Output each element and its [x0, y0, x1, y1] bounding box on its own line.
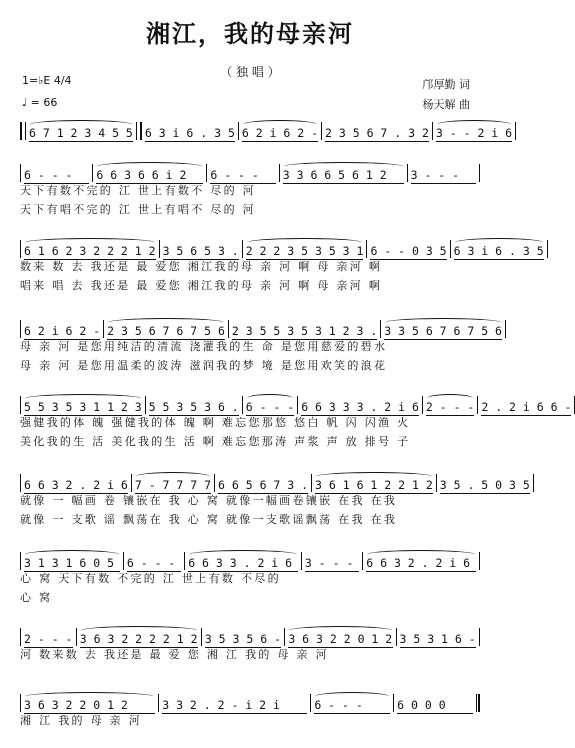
beam-underline: [218, 493, 308, 494]
lyric-line: 河 数来数 去 我还是 最 爱 您 湘 江 我的 母 亲 河: [20, 648, 329, 661]
slur-mark: [25, 550, 119, 559]
barline: [479, 164, 480, 182]
measure: 2 3 5 6 7 . 3 2: [325, 126, 429, 140]
beam-underline: [205, 647, 282, 648]
beam-underline: [145, 141, 235, 142]
beam-underline: [384, 339, 502, 340]
barline: [515, 122, 516, 140]
measure: 6 6 3 3 . 2 i 6: [185, 556, 301, 570]
lyric-line: 湘 江 我的 母 亲 河: [20, 714, 143, 727]
beam-underline: [242, 141, 318, 142]
beam-underline: [29, 141, 133, 142]
barline: [479, 628, 480, 646]
beam-underline: [162, 713, 307, 714]
lyric-line: 美化我的生 活 美化我的生 活 啊 难忘您那涛 声浆 声 放 排号 子: [20, 435, 411, 448]
slur-mark: [455, 238, 543, 247]
measure: 5 5 3 5 3 6 .: [148, 400, 239, 414]
song-title: 湘江，我的母亲河: [146, 20, 354, 48]
barline: [505, 320, 506, 338]
notation-line: [20, 160, 480, 182]
beam-underline: [481, 415, 571, 416]
lyric-line: 天下有唱不完的 江 世上有唱不 尽的 河: [20, 203, 256, 216]
score-line: [20, 316, 502, 376]
slur-mark: [136, 472, 210, 481]
score-line: [20, 548, 480, 608]
lyric-line: 心 窝: [20, 591, 53, 604]
slur-mark: [315, 692, 389, 701]
beam-underline: [246, 259, 364, 260]
beam-underline: [397, 713, 473, 714]
lyric-line: 心 窝 天下有数 不完的 江 世上有数 不尽的: [20, 572, 281, 585]
measure: 3 3 2 . 2 - i 2 i: [159, 698, 310, 712]
slur-mark: [247, 238, 363, 247]
score-line: [20, 624, 480, 665]
slur-mark: [385, 318, 501, 327]
measure: 2 - - -: [423, 400, 477, 414]
barline: [479, 552, 480, 570]
measure: 6 - - -: [207, 168, 278, 182]
measure: 6 6 3 6 6 i 2: [93, 168, 206, 182]
lyric-line: 母 亲 河 是您用温柔的波涛 滋润我的梦 境 是您用欢笑的浪花: [20, 359, 388, 372]
slur-mark: [97, 162, 202, 171]
slur-mark: [25, 394, 141, 403]
measure: 6 7 1 2 3 4 5 5: [26, 126, 136, 140]
notation-line: [20, 236, 544, 258]
measure: 6 0 0 0: [394, 698, 476, 712]
slur-mark: [108, 318, 224, 327]
measure: 3 3 6 6 5 6 1 2: [280, 168, 407, 182]
performance-type: （ 独 唱 ）: [220, 65, 280, 79]
measure: 2 3 5 5 3 5 3 1 2 3 .: [231, 324, 378, 338]
measure: 7 - 7 7 7 7: [132, 478, 214, 492]
measure: 2 - - -: [24, 632, 73, 646]
measure: 6 6 3 2 . 2 i 6: [24, 478, 128, 492]
beam-underline: [440, 493, 530, 494]
measure: 6 - - -: [243, 400, 297, 414]
measure: 6 3 i 6 . 3 5: [451, 244, 547, 258]
measure: 6 6 5 6 7 3 .: [218, 478, 309, 492]
measure: 6 6 3 3 3 . 2 i 6: [301, 400, 419, 414]
beam-underline: [411, 183, 476, 184]
beam-underline: [24, 415, 142, 416]
beam-underline: [135, 493, 211, 494]
beam-underline: [246, 415, 294, 416]
beam-underline: [24, 713, 155, 714]
key-signature: 1=♭E 4/4: [22, 74, 72, 87]
notation-line: [20, 548, 480, 570]
beam-underline: [24, 259, 156, 260]
measure: 3 - - -: [302, 556, 362, 570]
barline: [547, 240, 548, 258]
barline: [476, 694, 480, 712]
score-line: [20, 236, 544, 296]
notation-line: [20, 118, 513, 140]
notation-line: [20, 470, 530, 492]
slur-mark: [284, 162, 403, 171]
slur-mark: [367, 550, 475, 559]
slur-mark: [243, 120, 317, 129]
beam-underline: [366, 571, 476, 572]
measure: 2 3 5 6 7 6 7 5 6: [104, 324, 228, 338]
lyric-line: 强健我的体 魄 强健我的体 魄 啊 难忘您那悠 悠白 帆 闪 闪渔 火: [20, 416, 411, 429]
measure: 6 - - 0 3 5: [370, 244, 447, 258]
slur-mark: [30, 120, 132, 129]
beam-underline: [24, 183, 89, 184]
notation-line: [20, 690, 480, 712]
beam-underline: [24, 493, 128, 494]
beam-underline: [400, 647, 477, 648]
lyric-line: 就像 一 支歌 谣 飘荡在 我 心 窝 就像一支歌谣飘荡 在我 在我: [20, 513, 398, 526]
measure: 3 5 . 5 0 3 5: [439, 478, 530, 492]
slur-mark: [25, 692, 154, 701]
measure: 6 6 3 2 . 2 i 6: [363, 556, 479, 570]
beam-underline: [370, 259, 446, 260]
score-line: [20, 160, 480, 220]
measure: 6 3 i 6 . 3 5: [144, 126, 235, 140]
notation-line: [20, 316, 502, 338]
measure: 3 5 6 5 3 .: [162, 244, 239, 258]
measure: 3 6 3 2 2 2 2 1 2: [77, 632, 201, 646]
beam-underline: [24, 339, 100, 340]
measure: 5 5 3 5 3 1 1 2 3: [21, 400, 145, 414]
beam-underline: [107, 339, 225, 340]
beam-underline: [283, 183, 404, 184]
lyric-line: 数来 数 去 我还是 最 爱您 湘江我的母 亲 河 啊 母 亲河 啊: [20, 260, 383, 273]
notation-line: [20, 392, 572, 414]
beam-underline: [127, 571, 181, 572]
beam-underline: [24, 571, 120, 572]
measure: 3 1 3 1 6 0 5: [21, 556, 123, 570]
lyric-line: 天下有数不完的 江 世上有数不 尽的 河: [20, 184, 256, 197]
lyric-line: 就像 一 幅画 卷 镶嵌在 我 心 窝 就像一幅画卷镶嵌 在我 在我: [20, 494, 398, 507]
beam-underline: [314, 713, 390, 714]
beam-underline: [24, 647, 73, 648]
slur-mark: [25, 238, 155, 247]
measure: 6 2 i 6 2 -: [239, 126, 321, 140]
lyric-line: 唱来 唱 去 我还是 最 爱您 湘江我的母 亲 河 啊 母 亲河 啊: [20, 279, 383, 292]
notation-line: [20, 624, 480, 646]
measure: 2 . 2 i 6 6 -: [481, 400, 572, 414]
measure: 6 - - -: [21, 168, 92, 182]
beam-underline: [301, 415, 419, 416]
slur-mark: [289, 626, 391, 635]
composer-credit: 杨天解 曲: [422, 98, 470, 111]
measure: 3 - - -: [408, 168, 479, 182]
lyric-line: 母 亲 河 是您用纯洁的清流 浇灌我的生 命 是您用慈爱的碧水: [20, 340, 388, 353]
measure: 6 2 i 6 2 -: [24, 324, 101, 338]
beam-underline: [454, 259, 544, 260]
slur-mark: [316, 472, 432, 481]
measure: 3 6 3 2 2 0 1 2: [21, 698, 158, 712]
measure: 2 2 2 3 5 3 5 3 1: [243, 244, 367, 258]
measure: 6 - - -: [311, 698, 393, 712]
beam-underline: [149, 415, 239, 416]
beam-underline: [325, 141, 429, 142]
barline: [533, 474, 534, 492]
measure: 3 5 3 1 6 -: [399, 632, 476, 646]
score-line: [20, 470, 530, 530]
beam-underline: [80, 647, 198, 648]
score-line: [20, 690, 480, 731]
beam-underline: [163, 259, 239, 260]
measure: 3 5 3 5 6 -: [204, 632, 281, 646]
beam-underline: [426, 415, 474, 416]
measure: 6 - - -: [124, 556, 184, 570]
slur-mark: [427, 394, 473, 403]
slur-mark: [81, 626, 197, 635]
slur-mark: [437, 120, 511, 129]
slur-mark: [189, 550, 297, 559]
measure: 3 3 5 6 7 6 7 5 6: [381, 324, 505, 338]
beam-underline: [232, 339, 377, 340]
beam-underline: [188, 571, 298, 572]
beam-underline: [305, 571, 359, 572]
measure: 3 6 3 2 2 0 1 2: [285, 632, 395, 646]
beam-underline: [96, 183, 203, 184]
beam-underline: [436, 141, 512, 142]
beam-underline: [315, 493, 433, 494]
beam-underline: [210, 183, 275, 184]
lyricist-credit: 邝厚勤 词: [422, 78, 470, 91]
measure: 3 6 1 6 1 2 2 1 2: [312, 478, 436, 492]
score-line: [20, 392, 572, 452]
tempo-marking: ♩ = 66: [22, 96, 58, 109]
measure: 6 1 6 2 3 2 2 2 1 2: [21, 244, 159, 258]
slur-mark: [247, 394, 293, 403]
beam-underline: [288, 647, 392, 648]
measure: 3 - - 2 i 6: [433, 126, 515, 140]
score-line: [20, 118, 513, 140]
